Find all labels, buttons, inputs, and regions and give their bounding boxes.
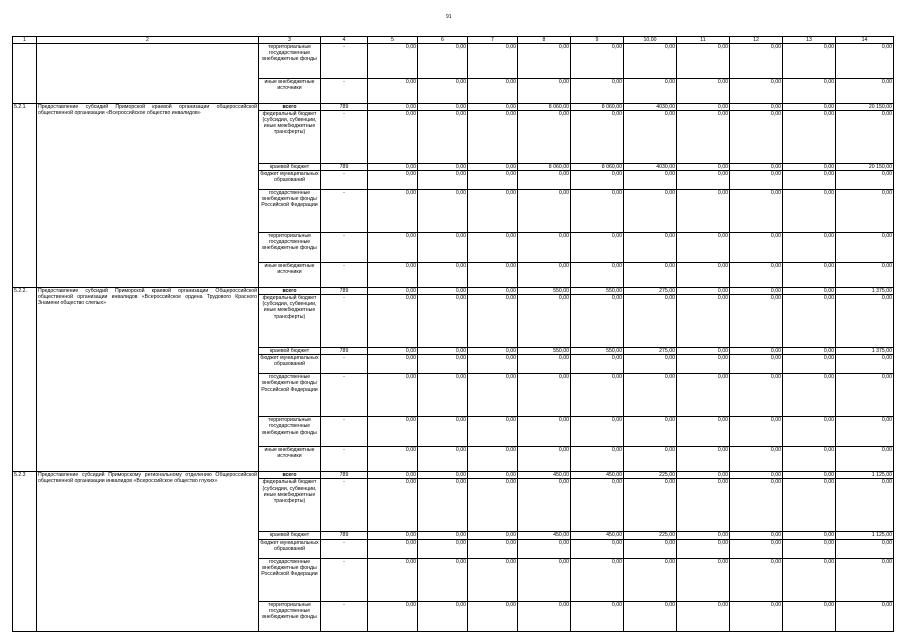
row-code: - xyxy=(321,355,368,374)
value-cell: 0,00 xyxy=(836,263,894,288)
value-cell: 0,00 xyxy=(468,601,518,631)
value-cell: 0,00 xyxy=(783,374,836,417)
value-cell: 0,00 xyxy=(418,104,468,111)
value-cell: 0,00 xyxy=(730,472,783,479)
funding-source: бюджет муниципальных образований xyxy=(259,171,321,190)
value-cell: 0,00 xyxy=(418,111,468,164)
value-cell: 0,00 xyxy=(624,44,677,79)
funding-source: территориальные государственные внебюджетные фонды xyxy=(259,233,321,263)
value-cell: 0,00 xyxy=(730,171,783,190)
column-header-5: 5 xyxy=(368,37,418,44)
value-cell: 0,00 xyxy=(468,558,518,601)
value-cell: 0,00 xyxy=(677,601,730,631)
value-cell: 0,00 xyxy=(418,601,468,631)
value-cell: 0,00 xyxy=(368,190,418,233)
value-cell: 0,00 xyxy=(783,348,836,355)
value-cell: 0,00 xyxy=(418,558,468,601)
value-cell: 0,00 xyxy=(571,171,624,190)
row-code: - xyxy=(321,479,368,532)
value-cell: 0,00 xyxy=(730,295,783,348)
budget-table xyxy=(12,36,894,632)
value-cell: 0,00 xyxy=(571,355,624,374)
value-cell: 0,00 xyxy=(624,295,677,348)
value-cell: 0,00 xyxy=(730,539,783,558)
value-cell: 0,00 xyxy=(677,164,730,171)
funding-source: всего xyxy=(259,472,321,479)
value-cell: 225,00 xyxy=(624,472,677,479)
funding-source: краевой бюджет xyxy=(259,348,321,355)
value-cell: 0,00 xyxy=(571,558,624,601)
value-cell: 0,00 xyxy=(418,348,468,355)
value-cell: 4030,00 xyxy=(624,164,677,171)
item-description: Предоставление субсидий Приморской краевой организации общероссийской общественной организации «Всероссийское общество инвалидов» xyxy=(37,104,259,288)
value-cell: 0,00 xyxy=(518,355,571,374)
row-code: 789 xyxy=(321,532,368,539)
value-cell: 0,00 xyxy=(368,472,418,479)
funding-source: краевой бюджет xyxy=(259,164,321,171)
value-cell: 0,00 xyxy=(418,164,468,171)
value-cell: 0,00 xyxy=(368,263,418,288)
value-cell: 0,00 xyxy=(677,44,730,79)
column-header-9: 9 xyxy=(571,37,624,44)
value-cell: 0,00 xyxy=(836,233,894,263)
value-cell: 0,00 xyxy=(783,479,836,532)
value-cell: 0,00 xyxy=(730,417,783,447)
funding-source: бюджет муниципальных образований xyxy=(259,539,321,558)
row-code: - xyxy=(321,79,368,104)
value-cell: 0,00 xyxy=(418,417,468,447)
value-cell: 0,00 xyxy=(783,288,836,295)
value-cell: 450,00 xyxy=(518,472,571,479)
value-cell: 0,00 xyxy=(836,374,894,417)
value-cell: 450,00 xyxy=(571,472,624,479)
value-cell: 8 060,00 xyxy=(571,104,624,111)
value-cell: 0,00 xyxy=(677,539,730,558)
value-cell: 0,00 xyxy=(783,295,836,348)
value-cell: 0,00 xyxy=(783,79,836,104)
row-code: - xyxy=(321,601,368,631)
value-cell: 0,00 xyxy=(418,479,468,532)
value-cell: 0,00 xyxy=(368,44,418,79)
row-code: 789 xyxy=(321,472,368,479)
value-cell: 0,00 xyxy=(677,104,730,111)
value-cell: 0,00 xyxy=(624,79,677,104)
value-cell: 0,00 xyxy=(368,558,418,601)
value-cell: 0,00 xyxy=(418,532,468,539)
value-cell: 0,00 xyxy=(368,164,418,171)
value-cell: 275,00 xyxy=(624,288,677,295)
value-cell: 450,00 xyxy=(518,532,571,539)
value-cell: 0,00 xyxy=(571,601,624,631)
value-cell: 550,00 xyxy=(571,348,624,355)
funding-source: территориальные государственные внебюджетные фонды xyxy=(259,417,321,447)
value-cell: 0,00 xyxy=(836,417,894,447)
section-row xyxy=(13,472,894,479)
value-cell: 275,00 xyxy=(624,348,677,355)
value-cell: 0,00 xyxy=(836,479,894,532)
value-cell: 0,00 xyxy=(677,288,730,295)
value-cell: 0,00 xyxy=(368,171,418,190)
column-header-7: 7 xyxy=(468,37,518,44)
value-cell: 0,00 xyxy=(624,479,677,532)
value-cell: 0,00 xyxy=(368,532,418,539)
value-cell: 0,00 xyxy=(368,348,418,355)
value-cell: 0,00 xyxy=(730,601,783,631)
row-code: - xyxy=(321,190,368,233)
value-cell: 0,00 xyxy=(836,355,894,374)
value-cell: 0,00 xyxy=(468,479,518,532)
value-cell: 0,00 xyxy=(783,447,836,472)
row-code: - xyxy=(321,417,368,447)
value-cell: 0,00 xyxy=(518,601,571,631)
value-cell: 0,00 xyxy=(730,558,783,601)
value-cell: 0,00 xyxy=(468,104,518,111)
value-cell: 0,00 xyxy=(677,295,730,348)
row-code: - xyxy=(321,111,368,164)
value-cell: 0,00 xyxy=(836,44,894,79)
value-cell: 0,00 xyxy=(468,190,518,233)
value-cell: 0,00 xyxy=(571,374,624,417)
value-cell: 0,00 xyxy=(571,79,624,104)
value-cell: 0,00 xyxy=(730,190,783,233)
value-cell: 0,00 xyxy=(677,111,730,164)
funding-source: всего xyxy=(259,288,321,295)
value-cell: 0,00 xyxy=(836,79,894,104)
value-cell: 0,00 xyxy=(624,111,677,164)
value-cell: 0,00 xyxy=(783,532,836,539)
value-cell: 8 060,00 xyxy=(518,104,571,111)
value-cell: 0,00 xyxy=(571,44,624,79)
column-header-13: 13 xyxy=(783,37,836,44)
value-cell: 0,00 xyxy=(518,233,571,263)
value-cell: 0,00 xyxy=(571,417,624,447)
value-cell: 0,00 xyxy=(624,355,677,374)
column-header-10: 10,00 xyxy=(624,37,677,44)
value-cell: 0,00 xyxy=(783,233,836,263)
value-cell: 0,00 xyxy=(368,104,418,111)
value-cell: 0,00 xyxy=(368,111,418,164)
value-cell: 0,00 xyxy=(624,417,677,447)
value-cell: 0,00 xyxy=(518,79,571,104)
value-cell: 0,00 xyxy=(783,417,836,447)
value-cell: 0,00 xyxy=(677,355,730,374)
value-cell: 0,00 xyxy=(468,447,518,472)
value-cell: 225,00 xyxy=(624,532,677,539)
value-cell: 0,00 xyxy=(368,539,418,558)
value-cell: 0,00 xyxy=(468,263,518,288)
value-cell: 0,00 xyxy=(571,447,624,472)
row-code: - xyxy=(321,447,368,472)
value-cell: 0,00 xyxy=(468,417,518,447)
funding-source: краевой бюджет xyxy=(259,532,321,539)
row-code: - xyxy=(321,295,368,348)
value-cell: 0,00 xyxy=(468,539,518,558)
value-cell: 0,00 xyxy=(571,479,624,532)
value-cell: 0,00 xyxy=(624,374,677,417)
value-cell: 0,00 xyxy=(783,539,836,558)
value-cell: 0,00 xyxy=(783,472,836,479)
value-cell: 0,00 xyxy=(468,79,518,104)
row-code: 789 xyxy=(321,348,368,355)
description-cell xyxy=(37,44,259,104)
value-cell: 0,00 xyxy=(368,601,418,631)
value-cell: 0,00 xyxy=(677,447,730,472)
value-cell: 0,00 xyxy=(730,348,783,355)
value-cell: 0,00 xyxy=(418,539,468,558)
value-cell: 0,00 xyxy=(836,539,894,558)
value-cell: 0,00 xyxy=(368,295,418,348)
value-cell: 0,00 xyxy=(571,295,624,348)
value-cell: 0,00 xyxy=(571,539,624,558)
value-cell: 0,00 xyxy=(783,355,836,374)
funding-source: иные внебюджетные источники xyxy=(259,447,321,472)
value-cell: 0,00 xyxy=(783,111,836,164)
value-cell: 0,00 xyxy=(468,164,518,171)
value-cell: 450,00 xyxy=(571,532,624,539)
header-row xyxy=(13,37,894,44)
funding-source: иные внебюджетные источники xyxy=(259,263,321,288)
value-cell: 0,00 xyxy=(677,233,730,263)
value-cell: 0,00 xyxy=(677,348,730,355)
value-cell: 0,00 xyxy=(518,263,571,288)
value-cell: 0,00 xyxy=(836,111,894,164)
funding-source: всего xyxy=(259,104,321,111)
value-cell: 1 375,00 xyxy=(836,288,894,295)
value-cell: 0,00 xyxy=(624,601,677,631)
row-code: - xyxy=(321,374,368,417)
value-cell: 0,00 xyxy=(730,104,783,111)
value-cell: 0,00 xyxy=(730,288,783,295)
row-code: 789 xyxy=(321,104,368,111)
value-cell: 8 060,00 xyxy=(518,164,571,171)
value-cell: 0,00 xyxy=(783,190,836,233)
value-cell: 0,00 xyxy=(677,171,730,190)
value-cell: 0,00 xyxy=(730,44,783,79)
value-cell: 0,00 xyxy=(677,417,730,447)
value-cell: 0,00 xyxy=(368,355,418,374)
value-cell: 0,00 xyxy=(418,355,468,374)
value-cell: 0,00 xyxy=(730,164,783,171)
value-cell: 0,00 xyxy=(836,601,894,631)
value-cell: 0,00 xyxy=(418,263,468,288)
value-cell: 0,00 xyxy=(518,171,571,190)
item-number: 5.2.1 xyxy=(13,104,37,288)
row-code: - xyxy=(321,263,368,288)
value-cell: 1 375,00 xyxy=(836,348,894,355)
section-row xyxy=(13,288,894,295)
value-cell: 0,00 xyxy=(571,263,624,288)
column-header-2: 2 xyxy=(37,37,259,44)
value-cell: 0,00 xyxy=(468,171,518,190)
value-cell: 0,00 xyxy=(418,171,468,190)
value-cell: 0,00 xyxy=(418,472,468,479)
value-cell: 0,00 xyxy=(783,263,836,288)
value-cell: 0,00 xyxy=(624,558,677,601)
value-cell: 0,00 xyxy=(624,263,677,288)
column-header-6: 6 xyxy=(418,37,468,44)
funding-source: иные внебюджетные источники xyxy=(259,79,321,104)
row-number-cell xyxy=(13,44,37,104)
value-cell: 0,00 xyxy=(368,233,418,263)
value-cell: 0,00 xyxy=(730,79,783,104)
item-description: Предоставление субсидий Приморской краевой организации Общероссийской общественной организации инвалидов «Всероссийское ордена Трудового Красного Знамени общество слепых» xyxy=(37,288,259,472)
value-cell: 20 150,00 xyxy=(836,104,894,111)
funding-source: государственные внебюджетные фонды Российской Федерации xyxy=(259,374,321,417)
row-code: - xyxy=(321,171,368,190)
column-header-3: 3 xyxy=(259,37,321,44)
value-cell: 1 125,00 xyxy=(836,532,894,539)
column-header-14: 14 xyxy=(836,37,894,44)
value-cell: 0,00 xyxy=(418,79,468,104)
value-cell: 0,00 xyxy=(783,558,836,601)
value-cell: 0,00 xyxy=(730,263,783,288)
value-cell: 0,00 xyxy=(571,190,624,233)
value-cell: 0,00 xyxy=(518,558,571,601)
value-cell: 0,00 xyxy=(418,44,468,79)
value-cell: 0,00 xyxy=(571,233,624,263)
value-cell: 0,00 xyxy=(468,288,518,295)
section-row xyxy=(13,104,894,111)
value-cell: 0,00 xyxy=(518,295,571,348)
item-number: 5.2.2. xyxy=(13,288,37,472)
column-header-1: 1 xyxy=(13,37,37,44)
value-cell: 0,00 xyxy=(783,171,836,190)
value-cell: 0,00 xyxy=(468,295,518,348)
value-cell: 0,00 xyxy=(468,348,518,355)
value-cell: 0,00 xyxy=(783,44,836,79)
value-cell: 550,00 xyxy=(518,348,571,355)
value-cell: 0,00 xyxy=(418,295,468,348)
value-cell: 0,00 xyxy=(571,111,624,164)
value-cell: 0,00 xyxy=(730,233,783,263)
funding-source: федеральный бюджет (субсидии, субвенции, иные межбюджетные трансферты) xyxy=(259,479,321,532)
funding-source: бюджет муниципальных образований xyxy=(259,355,321,374)
value-cell: 0,00 xyxy=(468,374,518,417)
value-cell: 550,00 xyxy=(571,288,624,295)
value-cell: 0,00 xyxy=(368,447,418,472)
value-cell: 4030,00 xyxy=(624,104,677,111)
row-code: - xyxy=(321,44,368,79)
value-cell: 0,00 xyxy=(368,79,418,104)
value-cell: 0,00 xyxy=(624,539,677,558)
value-cell: 0,00 xyxy=(518,479,571,532)
value-cell: 0,00 xyxy=(518,539,571,558)
value-cell: 0,00 xyxy=(677,190,730,233)
value-cell: 8 060,00 xyxy=(571,164,624,171)
value-cell: 0,00 xyxy=(624,447,677,472)
row-code: 789 xyxy=(321,288,368,295)
value-cell: 20 150,00 xyxy=(836,164,894,171)
page-number: 91 xyxy=(446,14,452,20)
value-cell: 0,00 xyxy=(368,479,418,532)
value-cell: 0,00 xyxy=(677,479,730,532)
value-cell: 0,00 xyxy=(836,295,894,348)
item-number: 5.2.3 xyxy=(13,472,37,631)
row-code: - xyxy=(321,558,368,601)
value-cell: 0,00 xyxy=(836,171,894,190)
funding-source: федеральный бюджет (субсидии, субвенции, иные межбюджетные трансферты) xyxy=(259,295,321,348)
column-header-12: 12 xyxy=(730,37,783,44)
value-cell: 0,00 xyxy=(677,263,730,288)
column-header-11: 11 xyxy=(677,37,730,44)
value-cell: 0,00 xyxy=(518,190,571,233)
column-header-4: 4 xyxy=(321,37,368,44)
carryover-row xyxy=(13,44,894,79)
funding-source: территориальные государственные внебюджетные фонды xyxy=(259,601,321,631)
value-cell: 0,00 xyxy=(730,479,783,532)
column-header-8: 8 xyxy=(518,37,571,44)
value-cell: 0,00 xyxy=(468,355,518,374)
value-cell: 0,00 xyxy=(677,374,730,417)
value-cell: 0,00 xyxy=(677,79,730,104)
value-cell: 1 125,00 xyxy=(836,472,894,479)
value-cell: 0,00 xyxy=(468,233,518,263)
funding-source: федеральный бюджет (субсидии, субвенции, иные межбюджетные трансферты) xyxy=(259,111,321,164)
value-cell: 0,00 xyxy=(518,417,571,447)
value-cell: 0,00 xyxy=(368,374,418,417)
value-cell: 0,00 xyxy=(624,190,677,233)
row-code: - xyxy=(321,539,368,558)
value-cell: 0,00 xyxy=(468,532,518,539)
value-cell: 0,00 xyxy=(836,447,894,472)
value-cell: 0,00 xyxy=(518,44,571,79)
table-body xyxy=(13,37,894,632)
value-cell: 0,00 xyxy=(730,447,783,472)
value-cell: 550,00 xyxy=(518,288,571,295)
value-cell: 0,00 xyxy=(468,472,518,479)
value-cell: 0,00 xyxy=(783,601,836,631)
value-cell: 0,00 xyxy=(624,233,677,263)
value-cell: 0,00 xyxy=(468,111,518,164)
value-cell: 0,00 xyxy=(418,374,468,417)
value-cell: 0,00 xyxy=(468,44,518,79)
value-cell: 0,00 xyxy=(836,190,894,233)
value-cell: 0,00 xyxy=(418,447,468,472)
value-cell: 0,00 xyxy=(368,417,418,447)
value-cell: 0,00 xyxy=(518,447,571,472)
value-cell: 0,00 xyxy=(677,558,730,601)
row-code: 789 xyxy=(321,164,368,171)
value-cell: 0,00 xyxy=(518,374,571,417)
value-cell: 0,00 xyxy=(783,104,836,111)
value-cell: 0,00 xyxy=(624,171,677,190)
value-cell: 0,00 xyxy=(677,532,730,539)
value-cell: 0,00 xyxy=(730,374,783,417)
value-cell: 0,00 xyxy=(368,288,418,295)
value-cell: 0,00 xyxy=(730,111,783,164)
value-cell: 0,00 xyxy=(418,288,468,295)
funding-source: территориальные государственные внебюджетные фонды xyxy=(259,44,321,79)
value-cell: 0,00 xyxy=(730,355,783,374)
row-code: - xyxy=(321,233,368,263)
funding-source: государственные внебюджетные фонды Российской Федерации xyxy=(259,558,321,601)
item-description: Предоставление субсидий Приморскому региональному отделению Общероссийской общественной организации инвалидов «Всероссийское общество глухих» xyxy=(37,472,259,631)
value-cell: 0,00 xyxy=(730,532,783,539)
value-cell: 0,00 xyxy=(677,472,730,479)
funding-source: государственные внебюджетные фонды Российской Федерации xyxy=(259,190,321,233)
value-cell: 0,00 xyxy=(836,558,894,601)
value-cell: 0,00 xyxy=(418,190,468,233)
value-cell: 0,00 xyxy=(783,164,836,171)
value-cell: 0,00 xyxy=(418,233,468,263)
value-cell: 0,00 xyxy=(518,111,571,164)
